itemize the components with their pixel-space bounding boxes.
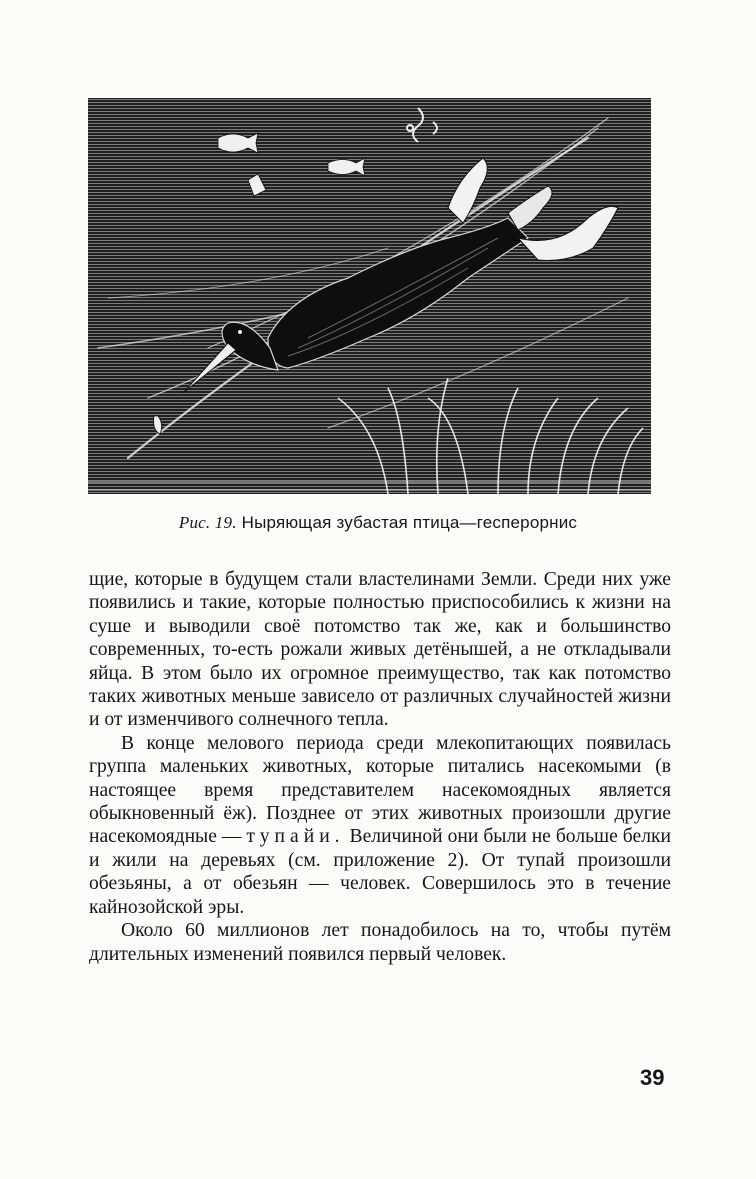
- figure-label: Рис. 19.: [178, 513, 237, 532]
- paragraph-1: щие, которые в будущем стали властелинами Земли. Среди них уже появились и такие, которые полностью приспособились к жизни на суше и выводили своё потомство так же, как и большинство современных, то-есть рожали живых детёнышей, а не откладывали яйца. В этом было их огромное преимущество, так как потомство таких животных меньше зависело от различных случайностей жизни и от изменчивого солнечного тепла.: [89, 569, 671, 731]
- figure-illustration: [88, 98, 651, 494]
- emphasized-term: тупайи.: [246, 826, 345, 848]
- figure-caption: [0, 513, 756, 533]
- paragraph-2-end: Величиной они были не больше белки и жили на деревьях (см. приложение 2). От тупай произошли обезьяны, а от обезьян — человек. Совершилось это в течение кайнозойской эры.: [89, 826, 671, 918]
- figure-caption-text: Ныряющая зубастая птица—гесперорнис: [241, 513, 578, 532]
- body-text: [89, 568, 671, 966]
- paragraph-2: [89, 732, 671, 919]
- page-number: 39: [640, 1065, 665, 1090]
- paragraph-3: Около 60 миллионов лет понадобилось на то, чтобы путём длительных изменений появился первый человек.: [89, 920, 671, 965]
- hesperornis-engraving: [88, 98, 651, 494]
- paragraph-2-start: В конце мелового периода среди млекопитающих появилась группа маленьких животных, которые питались насекомыми (в настоящее время представителем насекомоядных является обыкновенный ёж). Позднее от этих животных произошли другие насекомоядные —: [89, 732, 671, 848]
